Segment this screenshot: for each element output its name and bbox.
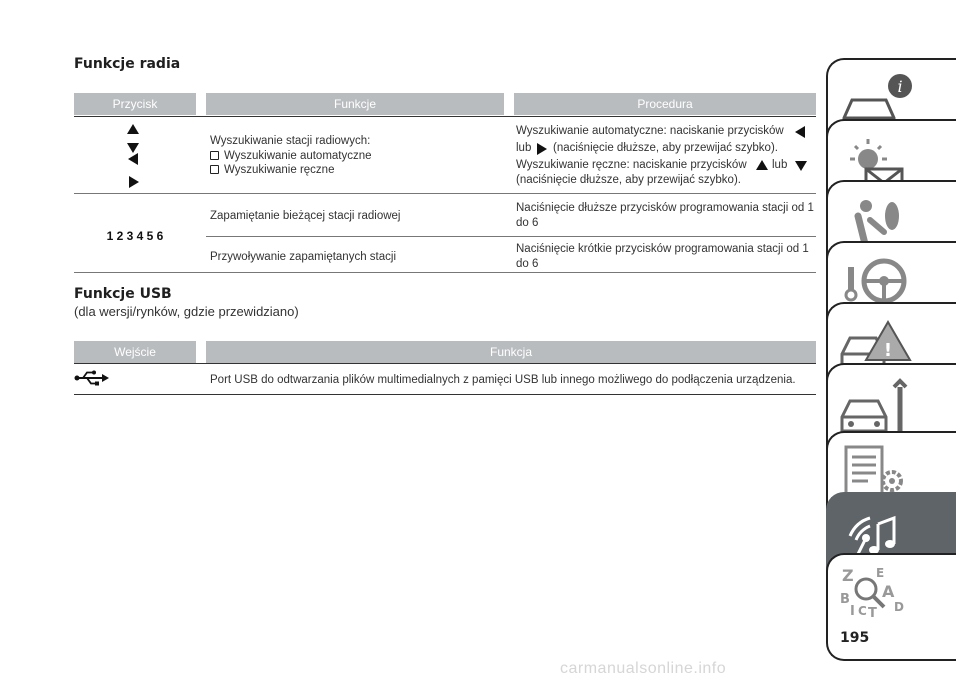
list-item: Wyszukiwanie ręczne <box>210 163 334 178</box>
arrow-right-icon <box>129 176 139 188</box>
table-divider <box>74 272 816 273</box>
arrow-down-icon <box>127 143 139 153</box>
header-button: Przycisk <box>74 93 196 115</box>
procedure-text: (naciśnięcie dłuższe, aby przewijać szybko). <box>516 174 741 186</box>
usb-section-title: Funkcje USB <box>74 286 172 302</box>
svg-text:D: D <box>894 600 904 614</box>
procedure-text: Wyszukiwanie automatyczne: naciskanie przycisków <box>516 125 784 137</box>
arrow-left-icon <box>795 126 805 138</box>
svg-text:C: C <box>858 604 867 618</box>
radio-section-title: Funkcje radia <box>74 56 181 72</box>
procedure-text: Wyszukiwanie ręczne: naciskanie przycisków <box>516 159 747 171</box>
arrow-down-icon <box>795 161 807 171</box>
header-input: Wejście <box>74 341 196 363</box>
procedure-text: lub <box>516 142 532 154</box>
arrow-up-icon <box>756 160 768 170</box>
svg-text:B: B <box>840 592 850 607</box>
table-divider <box>74 363 816 364</box>
table-divider <box>206 236 816 237</box>
usb-description: Port USB do odtwarzania plików multimedialnych z pamięci USB lub innego możliwego do podłączenia urządzenia. <box>210 374 796 386</box>
usb-icon <box>74 370 110 386</box>
bullet-icon <box>210 165 219 174</box>
procedure-text: Naciśnięcie krótkie przycisków programowania stacji od 1 do 6 <box>516 243 809 270</box>
svg-text:T: T <box>868 606 877 621</box>
table-divider <box>74 193 816 194</box>
watermark: carmanualsonline.info <box>560 660 727 677</box>
preset-buttons: 1 2 3 4 5 6 <box>106 229 164 243</box>
procedure-text: (naciśnięcie dłuższe, aby przewijać szybko). <box>553 142 778 154</box>
svg-text:!: ! <box>883 340 893 361</box>
function-title: Wyszukiwanie stacji radiowych: <box>210 135 371 147</box>
arrow-left-icon <box>128 153 138 165</box>
header-function: Funkcja <box>206 341 816 363</box>
procedure-text: Naciśnięcie dłuższe przycisków programowania stacji od 1 do 6 <box>516 202 814 229</box>
usb-subtitle: (dla wersji/rynków, gdzie przewidziano) <box>74 304 299 319</box>
svg-text:A: A <box>882 582 895 601</box>
procedure-text: lub <box>772 159 788 171</box>
function-text: Przywoływanie zapamiętanych stacji <box>210 251 396 263</box>
svg-text:Z: Z <box>842 566 854 585</box>
bullet-icon <box>210 151 219 160</box>
svg-text:E: E <box>876 566 885 580</box>
header-function: Funkcje <box>206 93 504 115</box>
arrow-right-icon <box>537 143 547 155</box>
svg-text:I: I <box>850 604 855 619</box>
function-text: Zapamiętanie bieżącej stacji radiowej <box>210 210 401 222</box>
table-divider <box>74 116 816 117</box>
arrow-up-icon <box>127 124 139 134</box>
list-item: Wyszukiwanie automatyczne <box>210 149 372 164</box>
table-divider <box>74 394 816 395</box>
page-number: 195 <box>840 630 870 646</box>
svg-text:i: i <box>897 77 903 96</box>
header-procedure: Procedura <box>514 93 816 115</box>
